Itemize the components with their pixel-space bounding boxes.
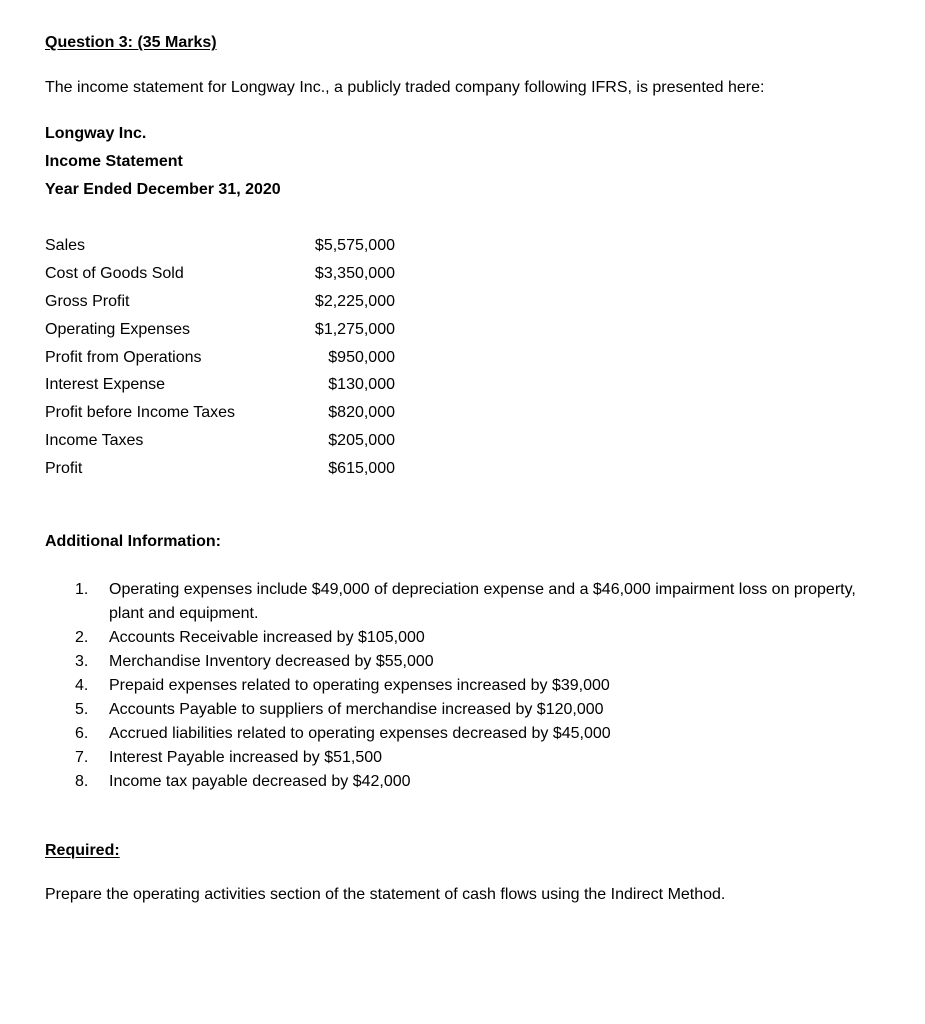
statement-title: Income Statement [45, 153, 183, 170]
table-row [45, 403, 395, 431]
row-amount: $820,000 [328, 404, 395, 422]
row-label: Cost of Goods Sold [45, 264, 184, 282]
row-label: Operating Expenses [45, 320, 190, 338]
item-text: Prepaid expenses related to operating expenses increased by $39,000 [109, 677, 610, 694]
row-label: Income Taxes [45, 432, 144, 450]
list-item [75, 650, 885, 674]
item-text: Accounts Payable to suppliers of merchandise increased by $120,000 [109, 701, 604, 718]
list-item [75, 770, 885, 794]
list-item [75, 626, 885, 650]
item-number: 8. [75, 773, 89, 790]
row-label: Gross Profit [45, 292, 130, 310]
table-row [45, 264, 395, 292]
item-number: 5. [75, 701, 89, 718]
item-number: 7. [75, 749, 89, 766]
item-text: Merchandise Inventory decreased by $55,000 [109, 653, 434, 670]
row-label: Profit from Operations [45, 348, 202, 366]
row-amount: $3,350,000 [314, 264, 395, 282]
additional-info-list [75, 578, 885, 794]
table-row [45, 292, 395, 320]
row-label: Profit [45, 460, 83, 478]
income-statement-table [45, 236, 395, 487]
item-number: 3. [75, 653, 89, 670]
row-amount: $615,000 [328, 460, 395, 478]
required-heading: Required: [45, 842, 120, 859]
table-row [45, 348, 395, 376]
item-number: 2. [75, 629, 89, 646]
item-text: Accounts Receivable increased by $105,000 [109, 629, 425, 646]
row-label: Interest Expense [45, 376, 166, 394]
company-name: Longway Inc. [45, 125, 147, 142]
row-label: Profit before Income Taxes [45, 404, 236, 422]
table-row [45, 320, 395, 348]
list-item [75, 674, 885, 698]
list-item [75, 746, 885, 770]
statement-period: Year Ended December 31, 2020 [45, 181, 281, 198]
row-amount: $950,000 [328, 348, 395, 366]
item-number: 4. [75, 677, 89, 694]
list-item [75, 722, 885, 746]
row-amount: $5,575,000 [314, 237, 395, 254]
required-instruction: Prepare the operating activities section of the statement of cash flows using the Indirect Method. [45, 886, 726, 903]
list-item [75, 578, 885, 626]
table-row [45, 431, 395, 459]
table-row [45, 236, 395, 264]
additional-info-heading: Additional Information: [45, 533, 221, 550]
question-heading: Question 3: (35 Marks) [45, 34, 217, 51]
item-text: Accrued liabilities related to operating expenses decreased by $45,000 [109, 725, 611, 742]
row-amount: $130,000 [328, 376, 395, 394]
item-number: 1. [75, 581, 89, 598]
item-text: Income tax payable decreased by $42,000 [109, 773, 411, 790]
row-amount: $1,275,000 [314, 320, 395, 338]
row-label: Sales [45, 237, 86, 254]
item-text: Operating expenses include $49,000 of depreciation expense and a $46,000 impairment loss on property, plant and equipment. [109, 581, 856, 622]
item-text: Interest Payable increased by $51,500 [109, 749, 383, 766]
table-row [45, 375, 395, 403]
intro-paragraph: The income statement for Longway Inc., a publicly traded company following IFRS, is presented here: [45, 79, 765, 96]
list-item [75, 698, 885, 722]
row-amount: $205,000 [328, 432, 395, 450]
row-amount: $2,225,000 [314, 292, 395, 310]
item-number: 6. [75, 725, 89, 742]
table-row [45, 459, 395, 487]
